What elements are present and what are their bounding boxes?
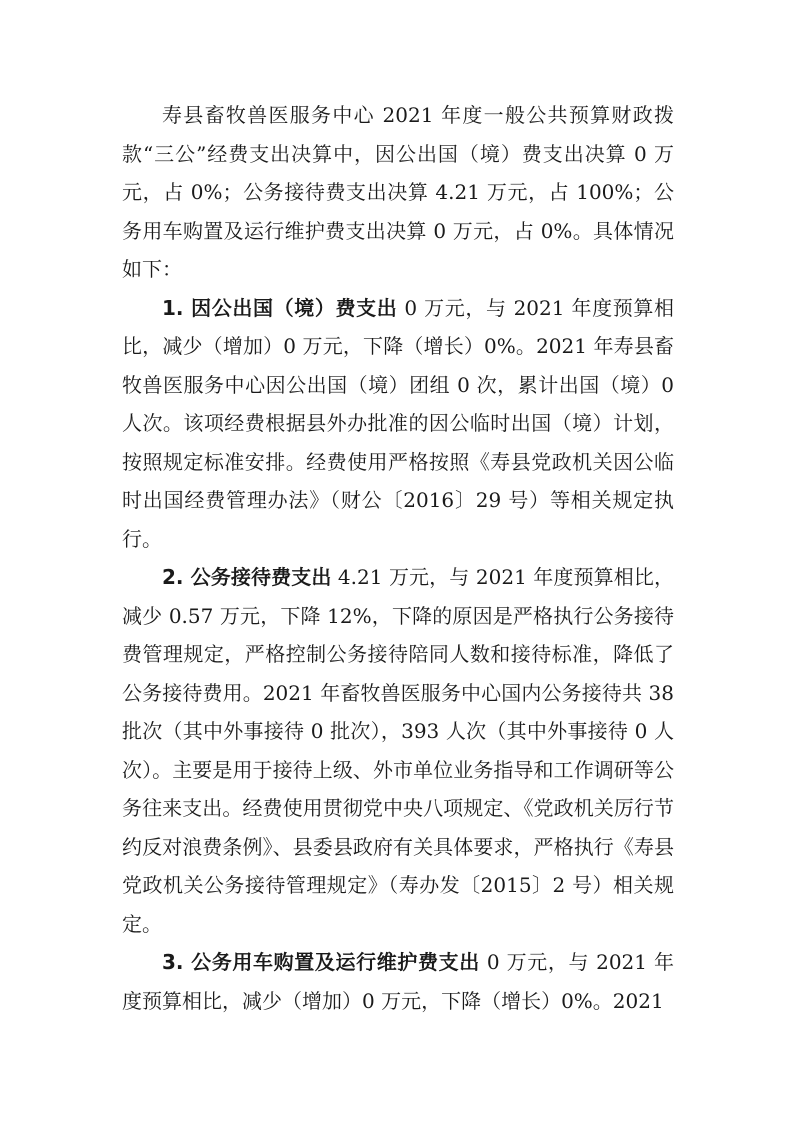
intro-paragraph: 寿县畜牧兽医服务中心 2021 年度一般公共预算财政拨款“三公”经费支出决算中，因公出国（境）费支出决算 0 万元，占 0%；公务接待费支出决算 4.21 万元，占 100%；公务用车购置及运行维护费支出决算 0 万元，占 0%。具体情况如下： bbox=[122, 103, 674, 281]
section-vehicles bbox=[122, 943, 674, 1020]
section-body: 4.21 万元，与 2021 年度预算相比，减少 0.57 万元，下降 12%，下降的原因是严格执行公务接待费管理规定，严格控制公务接待陪同人数和接待标准，降低了公务接待费用。2021 年畜牧兽医服务中心国内公务接待共 38 批次（其中外事接待 0 批次），393 人次（其中外事接待 0 人次）。主要是用于接待上级、外市单位业务指导和工作调研等公务往来支出。经费使用贯彻党中央八项规定、《党政机关厉行节约反对浪费条例》、县委县政府有关具体要求，严格执行《寿县党政机关公务接待管理规定》（寿办发〔2015〕2 号）相关规定。 bbox=[122, 565, 675, 936]
section-heading: 3. 公务用车购置及运行维护费支出 bbox=[162, 950, 480, 974]
section-heading: 1. 因公出国（境）费支出 bbox=[162, 295, 398, 320]
section-body: 0 万元，与 2021 年度预算相比，减少（增加）0 万元，下降（增长）0%。2021 bbox=[122, 950, 674, 1013]
section-heading: 2. 公务接待费支出 bbox=[162, 565, 332, 589]
section-reception bbox=[122, 558, 674, 943]
section-travel-abroad bbox=[122, 289, 674, 559]
document-page bbox=[122, 96, 674, 1020]
section-body: 0 万元，与 2021 年度预算相比，减少（增加）0 万元，下降（增长）0%。2021 年寿县畜牧兽医服务中心因公出国（境）团组 0 次，累计出国（境）0 人次。该项经费根据县外办批准的因公临时出国（境）计划，按照规定标准安排。经费使用严格按照《寿县党政机关因公临时出国经费管理办法》（财公〔2016〕29 号）等相关规定执行。 bbox=[122, 295, 674, 551]
